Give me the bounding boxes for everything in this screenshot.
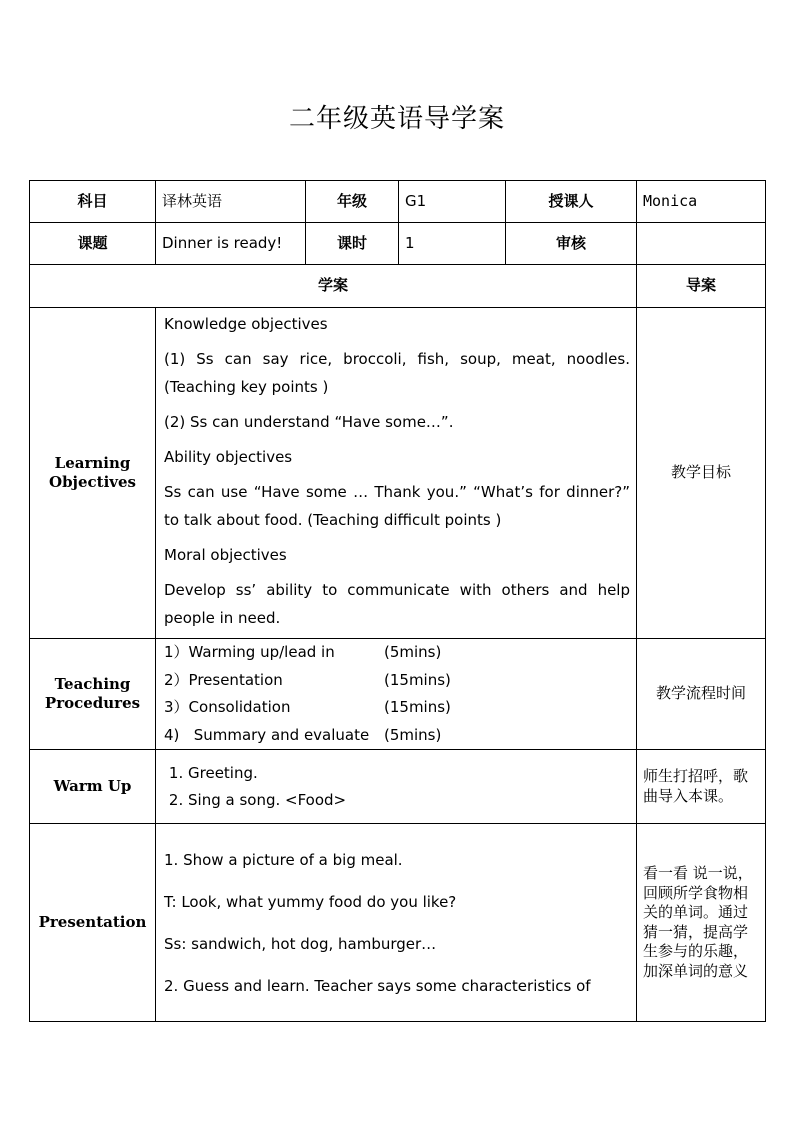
procedure-step-label: 1）Warming up/lead in	[164, 643, 335, 661]
procedure-step	[164, 639, 630, 667]
procedure-step-label: 3）Consolidation	[164, 698, 291, 716]
presentation-guide-line: 看一看 说一说，	[643, 864, 753, 882]
knowledge-objectives-heading: Knowledge objectives	[164, 315, 328, 333]
objectives-row	[30, 308, 766, 639]
procedures-label-line-1: Teaching	[54, 674, 131, 693]
period-value: 1	[399, 223, 506, 265]
warmup-label: Warm Up	[30, 750, 156, 824]
teaching-guide-header: 导案	[637, 265, 766, 308]
objectives-guide: 教学目标	[637, 308, 766, 639]
learning-plan-header: 学案	[30, 265, 637, 308]
procedures-guide: 教学流程时间	[637, 639, 766, 750]
procedure-step	[164, 722, 630, 750]
teacher-label: 授课人	[506, 181, 637, 223]
presentation-guide-line: 加深单词的意义	[643, 961, 749, 980]
presentation-guide-line: 关的单词。通过	[643, 903, 749, 921]
grade-label: 年级	[306, 181, 399, 223]
warmup-guide-line: 师生打招呼，歌	[643, 767, 749, 785]
objectives-label	[30, 308, 156, 639]
objectives-label-line-2: Objectives	[49, 473, 136, 491]
presentation-guide-line: 猜一猜，提高学	[643, 922, 749, 941]
header-row-2	[30, 223, 766, 265]
topic-label: 课题	[30, 223, 156, 265]
column-header-row	[30, 265, 766, 308]
page-title: 二年级英语导学案	[288, 104, 505, 134]
warmup-guide	[637, 750, 766, 824]
lesson-plan-table	[29, 180, 766, 1022]
warmup-list	[164, 760, 630, 814]
header-row-1	[30, 181, 766, 223]
knowledge-objective-1: (1) Ss can say rice, broccoli, fish, soup, meat, noodles. (Teaching key points )	[164, 350, 630, 396]
presentation-line: T: Look, what yummy food do you like?	[164, 892, 457, 911]
procedure-step-label: 4) Summary and evaluate	[164, 725, 370, 744]
subject-value: 译林英语	[156, 181, 306, 223]
objectives-content	[156, 308, 637, 639]
procedure-step	[164, 694, 630, 722]
presentation-line: 1. Show a picture of a big meal.	[164, 850, 403, 869]
ability-objective: Ss can use “Have some … Thank you.” “What’s for dinner?” to talk about food. (Teaching difficult points )	[164, 483, 630, 529]
moral-objective: Develop ss’ ability to communicate with others and help people in need.	[164, 581, 630, 627]
warmup-content	[156, 750, 637, 824]
presentation-guide	[637, 824, 766, 1022]
procedure-step-time: (15mins)	[384, 698, 451, 716]
procedure-step-label: 2）Presentation	[164, 670, 283, 689]
presentation-guide-line: 回顾所学食物相	[643, 883, 749, 902]
procedures-row	[30, 639, 766, 750]
review-label: 审核	[506, 223, 637, 265]
grade-value: G1	[399, 181, 506, 223]
list-item: 1. Greeting.	[188, 760, 630, 787]
teacher-value: Monica	[637, 181, 766, 223]
procedure-step-time: (15mins)	[384, 670, 451, 689]
presentation-guide-line: 生参与的乐趣，	[643, 942, 749, 960]
moral-objectives-heading: Moral objectives	[164, 546, 287, 564]
review-value	[637, 223, 766, 265]
subject-label: 科目	[30, 181, 156, 223]
procedure-step-time: (5mins)	[384, 643, 442, 661]
ability-objectives-heading: Ability objectives	[164, 448, 293, 466]
topic-value: Dinner is ready!	[156, 223, 306, 265]
list-item: 2. Sing a song. <Food>	[188, 787, 630, 814]
objectives-label-line-1: Learning	[54, 453, 131, 472]
warmup-guide-line: 曲导入本课。	[643, 786, 734, 805]
procedures-content	[156, 639, 637, 750]
presentation-line: 2. Guess and learn. Teacher says some characteristics of	[164, 976, 591, 995]
presentation-label: Presentation	[30, 824, 156, 1022]
presentation-content	[156, 824, 637, 1022]
procedures-label-line-2: Procedures	[44, 694, 141, 712]
procedure-step	[164, 667, 630, 695]
warmup-row	[30, 750, 766, 824]
period-label: 课时	[306, 223, 399, 265]
presentation-row	[30, 824, 766, 1022]
presentation-line: Ss: sandwich, hot dog, hamburger…	[164, 934, 437, 953]
knowledge-objective-2: (2) Ss can understand “Have some…”.	[164, 413, 454, 431]
procedure-step-time: (5mins)	[384, 725, 442, 744]
procedures-label	[30, 639, 156, 750]
